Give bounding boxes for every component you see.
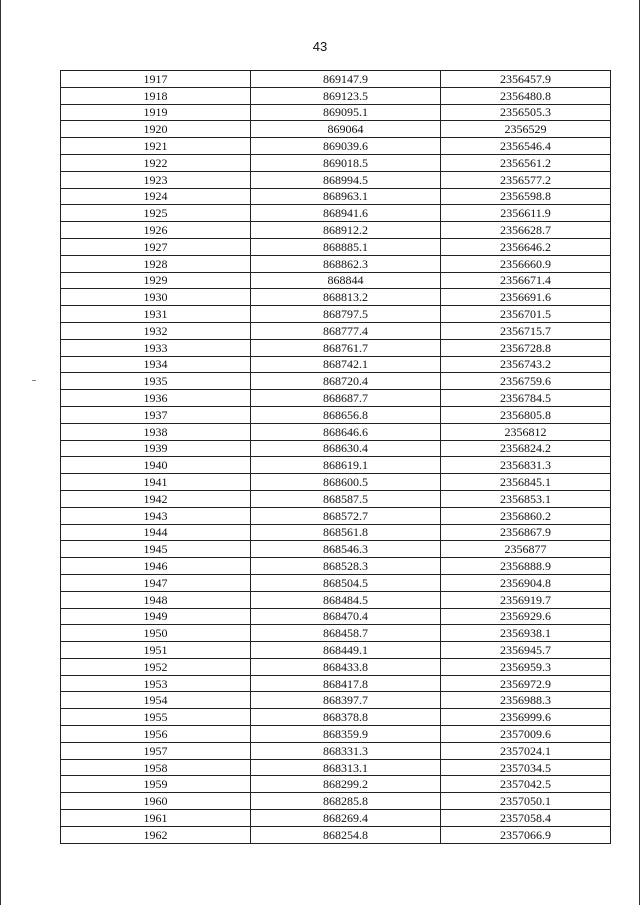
table-row: [61, 87, 611, 104]
y-coordinate-cell: 2357058.4: [441, 810, 611, 827]
point-number-cell: 1958: [61, 759, 251, 776]
point-number-cell: 1920: [61, 121, 251, 138]
coordinate-table: [60, 70, 611, 844]
table-row: [61, 709, 611, 726]
x-coordinate-cell: 868528.3: [251, 558, 441, 575]
y-coordinate-cell: 2356728.8: [441, 339, 611, 356]
table-row: [61, 138, 611, 155]
x-coordinate-cell: 868885.1: [251, 238, 441, 255]
y-coordinate-cell: 2356546.4: [441, 138, 611, 155]
x-coordinate-cell: 868546.3: [251, 541, 441, 558]
point-number-cell: 1950: [61, 625, 251, 642]
table-row: [61, 759, 611, 776]
x-coordinate-cell: 868331.3: [251, 742, 441, 759]
x-coordinate-cell: 868862.3: [251, 255, 441, 272]
point-number-cell: 1934: [61, 356, 251, 373]
table-row: [61, 490, 611, 507]
y-coordinate-cell: 2356860.2: [441, 507, 611, 524]
x-coordinate-cell: 868433.8: [251, 658, 441, 675]
point-number-cell: 1961: [61, 810, 251, 827]
point-number-cell: 1945: [61, 541, 251, 558]
table-row: [61, 507, 611, 524]
table-row: [61, 810, 611, 827]
table-row: [61, 826, 611, 843]
y-coordinate-cell: 2356505.3: [441, 104, 611, 121]
x-coordinate-cell: 869039.6: [251, 138, 441, 155]
point-number-cell: 1926: [61, 222, 251, 239]
point-number-cell: 1933: [61, 339, 251, 356]
y-coordinate-cell: 2356660.9: [441, 255, 611, 272]
table-row: [61, 423, 611, 440]
table-row: [61, 339, 611, 356]
table-row: [61, 658, 611, 675]
table-row: [61, 457, 611, 474]
x-coordinate-cell: 869095.1: [251, 104, 441, 121]
x-coordinate-cell: 868504.5: [251, 574, 441, 591]
x-coordinate-cell: 868417.8: [251, 675, 441, 692]
y-coordinate-cell: 2356671.4: [441, 272, 611, 289]
table-row: [61, 306, 611, 323]
table-row: [61, 154, 611, 171]
y-coordinate-cell: 2356877: [441, 541, 611, 558]
y-coordinate-cell: 2357034.5: [441, 759, 611, 776]
y-coordinate-cell: 2356480.8: [441, 87, 611, 104]
y-coordinate-cell: 2356929.6: [441, 608, 611, 625]
x-coordinate-cell: 868600.5: [251, 474, 441, 491]
x-coordinate-cell: 868285.8: [251, 793, 441, 810]
point-number-cell: 1952: [61, 658, 251, 675]
point-number-cell: 1940: [61, 457, 251, 474]
x-coordinate-cell: 868254.8: [251, 826, 441, 843]
point-number-cell: 1932: [61, 322, 251, 339]
y-coordinate-cell: 2357042.5: [441, 776, 611, 793]
x-coordinate-cell: 868963.1: [251, 188, 441, 205]
table-row: [61, 322, 611, 339]
table-row: [61, 121, 611, 138]
table-body: [61, 71, 611, 844]
y-coordinate-cell: 2356715.7: [441, 322, 611, 339]
y-coordinate-cell: 2356691.6: [441, 289, 611, 306]
point-number-cell: 1921: [61, 138, 251, 155]
table-row: [61, 574, 611, 591]
x-coordinate-cell: 868687.7: [251, 390, 441, 407]
table-row: [61, 776, 611, 793]
point-number-cell: 1928: [61, 255, 251, 272]
x-coordinate-cell: 868572.7: [251, 507, 441, 524]
point-number-cell: 1936: [61, 390, 251, 407]
x-coordinate-cell: 868458.7: [251, 625, 441, 642]
point-number-cell: 1962: [61, 826, 251, 843]
x-coordinate-cell: 868313.1: [251, 759, 441, 776]
table-row: [61, 474, 611, 491]
y-coordinate-cell: 2356805.8: [441, 406, 611, 423]
point-number-cell: 1948: [61, 591, 251, 608]
table-row: [61, 440, 611, 457]
point-number-cell: 1942: [61, 490, 251, 507]
y-coordinate-cell: 2356646.2: [441, 238, 611, 255]
point-number-cell: 1919: [61, 104, 251, 121]
point-number-cell: 1946: [61, 558, 251, 575]
point-number-cell: 1960: [61, 793, 251, 810]
table-row: [61, 793, 611, 810]
table-row: [61, 390, 611, 407]
y-coordinate-cell: 2356938.1: [441, 625, 611, 642]
point-number-cell: 1935: [61, 373, 251, 390]
point-number-cell: 1944: [61, 524, 251, 541]
point-number-cell: 1943: [61, 507, 251, 524]
x-coordinate-cell: 868720.4: [251, 373, 441, 390]
x-coordinate-cell: 868656.8: [251, 406, 441, 423]
y-coordinate-cell: 2356577.2: [441, 171, 611, 188]
y-coordinate-cell: 2356919.7: [441, 591, 611, 608]
table-row: [61, 289, 611, 306]
x-coordinate-cell: 868299.2: [251, 776, 441, 793]
point-number-cell: 1929: [61, 272, 251, 289]
table-row: [61, 222, 611, 239]
table-row: [61, 558, 611, 575]
x-coordinate-cell: 868912.2: [251, 222, 441, 239]
table-row: [61, 726, 611, 743]
table-row: [61, 205, 611, 222]
point-number-cell: 1918: [61, 87, 251, 104]
point-number-cell: 1957: [61, 742, 251, 759]
y-coordinate-cell: 2357066.9: [441, 826, 611, 843]
y-coordinate-cell: 2356628.7: [441, 222, 611, 239]
table-row: [61, 675, 611, 692]
table-row: [61, 188, 611, 205]
point-number-cell: 1939: [61, 440, 251, 457]
x-coordinate-cell: 868813.2: [251, 289, 441, 306]
table-row: [61, 692, 611, 709]
x-coordinate-cell: 868994.5: [251, 171, 441, 188]
x-coordinate-cell: 868470.4: [251, 608, 441, 625]
x-coordinate-cell: 868844: [251, 272, 441, 289]
x-coordinate-cell: 869018.5: [251, 154, 441, 171]
x-coordinate-cell: 869064: [251, 121, 441, 138]
x-coordinate-cell: 868941.6: [251, 205, 441, 222]
point-number-cell: 1927: [61, 238, 251, 255]
y-coordinate-cell: 2356457.9: [441, 71, 611, 88]
y-coordinate-cell: 2356529: [441, 121, 611, 138]
x-coordinate-cell: 868449.1: [251, 642, 441, 659]
page-edge-left: [0, 0, 1, 905]
point-number-cell: 1953: [61, 675, 251, 692]
point-number-cell: 1917: [61, 71, 251, 88]
table-row: [61, 373, 611, 390]
point-number-cell: 1954: [61, 692, 251, 709]
point-number-cell: 1930: [61, 289, 251, 306]
table-row: [61, 272, 611, 289]
y-coordinate-cell: 2356888.9: [441, 558, 611, 575]
point-number-cell: 1925: [61, 205, 251, 222]
y-coordinate-cell: 2357050.1: [441, 793, 611, 810]
x-coordinate-cell: 868797.5: [251, 306, 441, 323]
y-coordinate-cell: 2356831.3: [441, 457, 611, 474]
point-number-cell: 1959: [61, 776, 251, 793]
y-coordinate-cell: 2356561.2: [441, 154, 611, 171]
x-coordinate-cell: 868630.4: [251, 440, 441, 457]
point-number-cell: 1949: [61, 608, 251, 625]
y-coordinate-cell: 2356824.2: [441, 440, 611, 457]
x-coordinate-cell: 868269.4: [251, 810, 441, 827]
x-coordinate-cell: 868359.9: [251, 726, 441, 743]
x-coordinate-cell: 868561.8: [251, 524, 441, 541]
y-coordinate-cell: 2356784.5: [441, 390, 611, 407]
point-number-cell: 1922: [61, 154, 251, 171]
point-number-cell: 1941: [61, 474, 251, 491]
point-number-cell: 1947: [61, 574, 251, 591]
y-coordinate-cell: 2356988.3: [441, 692, 611, 709]
table-row: [61, 356, 611, 373]
y-coordinate-cell: 2356959.3: [441, 658, 611, 675]
y-coordinate-cell: 2356611.9: [441, 205, 611, 222]
y-coordinate-cell: 2356598.8: [441, 188, 611, 205]
y-coordinate-cell: 2356701.5: [441, 306, 611, 323]
y-coordinate-cell: 2356743.2: [441, 356, 611, 373]
margin-mark: [32, 380, 36, 381]
table-row: [61, 104, 611, 121]
y-coordinate-cell: 2356904.8: [441, 574, 611, 591]
table-row: [61, 255, 611, 272]
x-coordinate-cell: 868378.8: [251, 709, 441, 726]
x-coordinate-cell: 868777.4: [251, 322, 441, 339]
table-row: [61, 742, 611, 759]
table-row: [61, 591, 611, 608]
x-coordinate-cell: 868484.5: [251, 591, 441, 608]
x-coordinate-cell: 869123.5: [251, 87, 441, 104]
table-row: [61, 71, 611, 88]
y-coordinate-cell: 2356972.9: [441, 675, 611, 692]
point-number-cell: 1955: [61, 709, 251, 726]
x-coordinate-cell: 869147.9: [251, 71, 441, 88]
y-coordinate-cell: 2356999.6: [441, 709, 611, 726]
point-number-cell: 1937: [61, 406, 251, 423]
x-coordinate-cell: 868619.1: [251, 457, 441, 474]
table-row: [61, 171, 611, 188]
y-coordinate-cell: 2356853.1: [441, 490, 611, 507]
y-coordinate-cell: 2357024.1: [441, 742, 611, 759]
y-coordinate-cell: 2356867.9: [441, 524, 611, 541]
x-coordinate-cell: 868587.5: [251, 490, 441, 507]
x-coordinate-cell: 868646.6: [251, 423, 441, 440]
point-number-cell: 1931: [61, 306, 251, 323]
point-number-cell: 1951: [61, 642, 251, 659]
point-number-cell: 1924: [61, 188, 251, 205]
table-row: [61, 406, 611, 423]
table-row: [61, 524, 611, 541]
table-row: [61, 642, 611, 659]
point-number-cell: 1923: [61, 171, 251, 188]
table-row: [61, 541, 611, 558]
y-coordinate-cell: 2357009.6: [441, 726, 611, 743]
table-row: [61, 625, 611, 642]
y-coordinate-cell: 2356845.1: [441, 474, 611, 491]
x-coordinate-cell: 868397.7: [251, 692, 441, 709]
table-row: [61, 608, 611, 625]
y-coordinate-cell: 2356759.6: [441, 373, 611, 390]
table-row: [61, 238, 611, 255]
y-coordinate-cell: 2356812: [441, 423, 611, 440]
page-number: 43: [312, 39, 328, 54]
point-number-cell: 1938: [61, 423, 251, 440]
point-number-cell: 1956: [61, 726, 251, 743]
x-coordinate-cell: 868761.7: [251, 339, 441, 356]
y-coordinate-cell: 2356945.7: [441, 642, 611, 659]
x-coordinate-cell: 868742.1: [251, 356, 441, 373]
